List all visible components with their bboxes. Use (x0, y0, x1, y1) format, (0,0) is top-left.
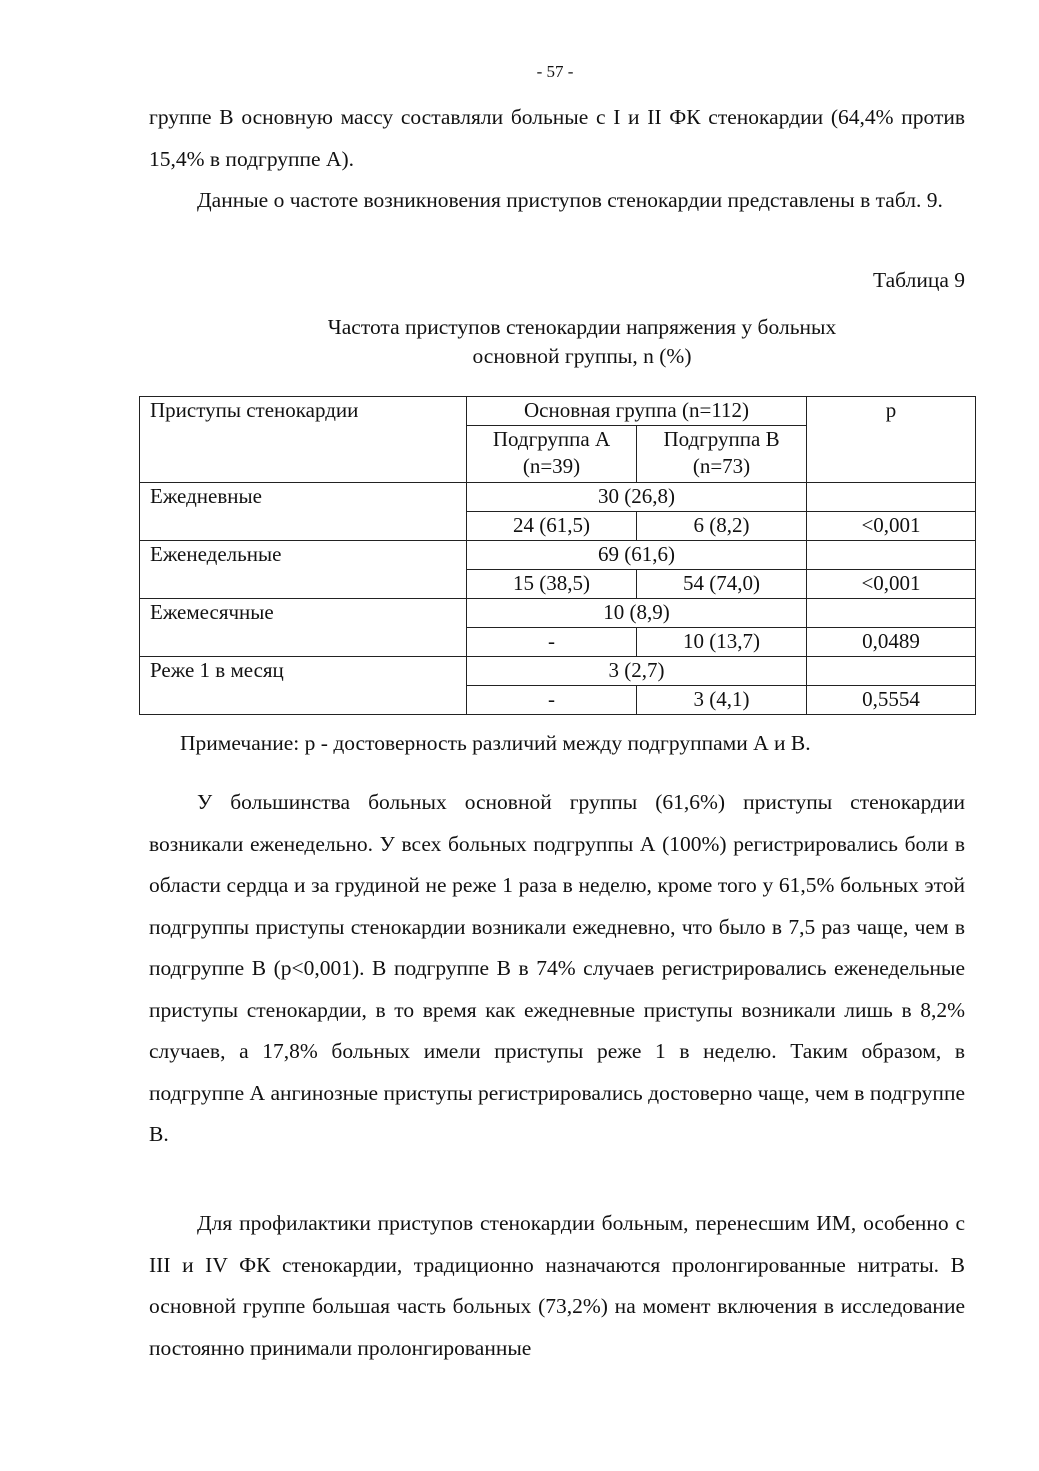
table-row (140, 657, 976, 686)
cell-subgroup-b: 6 (8,2) (637, 512, 807, 541)
table-title-line-2: основной группы, n (%) (472, 344, 692, 368)
header-attacks: Приступы стенокардии (140, 397, 467, 483)
cell-empty (807, 541, 976, 570)
page-number: - 57 - (536, 62, 574, 81)
body-paragraph-2: Для профилактики приступов стенокардии больным, перенесшим ИМ, особенно с III и IV ФК стенокардии, традиционно назначаются пролонгированные нитраты. В основной группе большая часть больных (73,2%) на момент включения в исследование постоянно принимали пролонгированные (149, 1211, 965, 1360)
cell-total: 3 (2,7) (467, 657, 807, 686)
intro-paragraph-1: группе В основную массу составляли больные с I и II ФК стенокардии (64,4% против 15,4% в подгруппе А). (149, 105, 965, 171)
cell-empty (807, 657, 976, 686)
table-row (140, 599, 976, 628)
row-label: Еженедельные (140, 541, 467, 599)
body-paragraph-1: У большинства больных основной группы (61,6%) приступы стенокардии возникали еженедельно. У всех больных подгруппы А (100%) регистрировались боли в области сердца и за грудиной не реже 1 раза в неделю, кроме того у 61,5% больных этой подгруппы приступы стенокардии возникали ежедневно, что было в 7,5 раз чаще, чем в подгруппе В (р<0,001). В подгруппе В в 74% случаев регистрировались еженедельные приступы стенокардии, в то время как ежедневные приступы возникали лишь в 8,2% случаев, а 17,8% больных имели приступы реже 1 в неделю. Таким образом, в подгруппе А ангинозные приступы регистрировались достоверно чаще, чем в подгруппе В. (149, 790, 965, 1146)
header-p: p (807, 397, 976, 483)
cell-subgroup-a: - (467, 686, 637, 715)
table-note: Примечание: р - достоверность различий между подгруппами А и В. (180, 731, 811, 755)
header-subgroup-a (467, 426, 637, 483)
cell-subgroup-a: 15 (38,5) (467, 570, 637, 599)
cell-p: <0,001 (807, 512, 976, 541)
cell-subgroup-a: 24 (61,5) (467, 512, 637, 541)
header-main-group: Основная группа (n=112) (467, 397, 807, 426)
cell-p: <0,001 (807, 570, 976, 599)
table-row (140, 541, 976, 570)
intro-paragraph-2: Данные о частоте возникновения приступов стенокардии представлены в табл. 9. (197, 188, 943, 212)
cell-total: 69 (61,6) (467, 541, 807, 570)
cell-empty (807, 599, 976, 628)
row-label: Ежедневные (140, 483, 467, 541)
cell-empty (807, 483, 976, 512)
header-subgroup-b (637, 426, 807, 483)
row-label: Ежемесячные (140, 599, 467, 657)
cell-subgroup-b: 3 (4,1) (637, 686, 807, 715)
cell-total: 10 (8,9) (467, 599, 807, 628)
cell-subgroup-a: - (467, 628, 637, 657)
frequency-table (139, 396, 976, 715)
row-label: Реже 1 в месяц (140, 657, 467, 715)
header-subgroup-a-n: (n=39) (522, 454, 581, 478)
cell-subgroup-b: 54 (74,0) (637, 570, 807, 599)
header-subgroup-b-name: Подгруппа В (663, 427, 780, 451)
header-subgroup-b-n: (n=73) (692, 454, 751, 478)
table-title (0, 313, 1039, 371)
cell-subgroup-b: 10 (13,7) (637, 628, 807, 657)
cell-total: 30 (26,8) (467, 483, 807, 512)
table-label: Таблица 9 (873, 268, 965, 292)
table-row (140, 483, 976, 512)
table-title-line-1: Частота приступов стенокардии напряжения у больных (327, 315, 837, 339)
cell-p: 0,0489 (807, 628, 976, 657)
header-subgroup-a-name: Подгруппа А (492, 427, 611, 451)
cell-p: 0,5554 (807, 686, 976, 715)
